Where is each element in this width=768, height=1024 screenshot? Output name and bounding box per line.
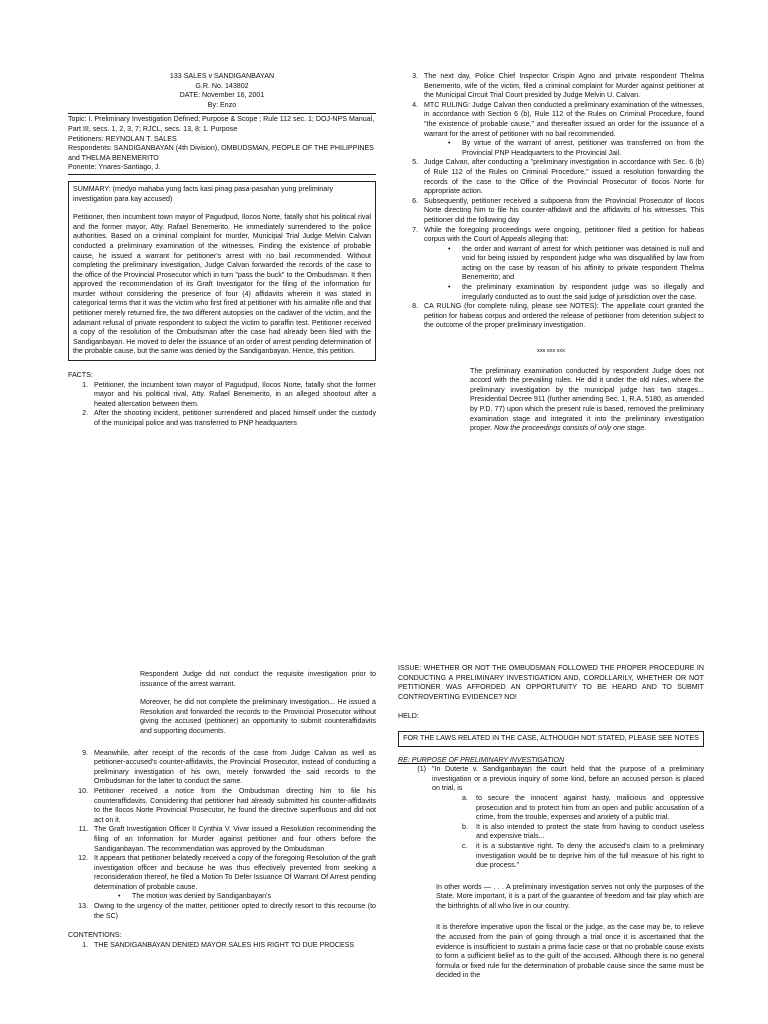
- page-gap: [0, 610, 768, 650]
- case-meta: [68, 114, 376, 174]
- digest-author: By: Enzo: [207, 100, 237, 109]
- respondents-line: Respondents: SANDIGANBAYAN (4th Division), OMBUDSMAN, PEOPLE OF THE PHILIPPINES and THELMA BENEMERITO: [68, 144, 374, 162]
- facts-list: [68, 381, 376, 429]
- fact-7-bullet-2: • the preliminary examination by respondent judge was so illegally and irregularly conducted as to oust the said judge of jurisdiction over the case.: [448, 283, 704, 301]
- gr-number: G.R. No. 143802: [195, 81, 249, 90]
- fact-item-4: 4. MTC RULING: Judge Calvan then conducted a preliminary examination of the witnesses, in accordance with Section 6 (b), Rule 112 of the Rules on Criminal Procedure, found "the existence of probable cause," and thereafter issued an order for the issuance of a warrant for the arrest of petitioner with no bail recommended.: [412, 100, 704, 138]
- left-column-page-1: [68, 72, 376, 429]
- fact-item-13: 13. Owing to the urgency of the matter, petitioner opted to directly resort to this recourse (to the SC): [78, 902, 376, 920]
- summary-body: Petitioner, then incumbent town mayor of Pagudpud, Ilocos Norte, fatally shot his political rival and the former mayor, Atty. Rafael Benemerito. He immediately surrendered to the police authorities. Based on a criminal complaint for murder, Municipal Trial Judge Melvin Calvan conducted a preliminary examination of the witnesses. Finding the existence of probable cause, he issued a warrant for petitioner's arrest with no bail recommended. Without completing the preliminary investigation, Judge Calvan forwarded the records of the case to the office of the Provincial Prosecutor which in turn "pass the buck" to the Ombudsman. It then approved the recommendation of its Graft Investigator for the filing of the information for murder without considering the presence of four (4) affidavits wherein it was stated in categorical terms that it was the victim who first fired at petitioner with his armalite rifle and that petitioner merely returned fire, the two different autopsies on the cadaver of the victim, and the adamant refusal of private respondent to subject the victim to paraffin test. Petitioner received a copy of the resolution of the Ombudsman after the case had already been filed with the Sandiganbayan. He moved to defer the issuance of an order of arrest pending determination of the probable cause, but the same was denied by the Sandiganbayan. Hence, this petition.: [73, 213, 371, 356]
- petitioners-line: Petitioners: REYNOLAN T. SALES: [68, 134, 177, 143]
- document-page-2: [0, 650, 768, 1024]
- fact-item-9: 9. Meanwhile, after receipt of the records of the case from Judge Calvan as well as petitioner-accused's counter-affidavits, the Provincial Prosecutor, instead of conducting a preliminary investigation of his own, merely forwarded the said records to the Ombudsman for the latter to conduct the same.: [82, 748, 376, 786]
- ca-quote: The preliminary examination conducted by respondent Judge does not accord with the prevailing rules. He did it under the old rules, where the preliminary investigation by the municipal judge has two stages... Presidential Decree 911 (further amending Sec. 1, R.A. 5180, as amended by P.D. 77) upon which the present rule is based, removed the preliminary examination stage and integrated it into the preliminary investigation proper. Now the proceedings consists of only one stage.: [470, 366, 704, 433]
- fact-item-12: 12. It appears that petitioner belatedly received a copy of the foregoing Resolution of the graft investigation officer and because he was thus effectively prevented from seeking a reconsideration thereof, he filed a Motion To Defer Issuance Of Warrant Of Arrest pending determination of probable cause.: [78, 854, 376, 891]
- fact-item-6: 6. Subsequently, petitioner received a subpoena from the Provincial Prosecutor of Ilocos Norte directing him to file his counter-affidavit and the affidavits of his witnesses. This petitioner did the following day: [412, 196, 704, 224]
- facts-heading: FACTS:: [68, 371, 93, 380]
- fact-item-10: 10. Petitioner received a notice from the Ombudsman directing him to file his counteraffidavits. Considering that petitioner had already submitted his counter-affidavits to the Ilocos Norte Provincial Prosecutor, he found the directive superfluous and did not act on it.: [78, 786, 376, 824]
- fact-item-5: 5. Judge Calvan, after conducting a "preliminary investigation in accordance with Sec. 6 (b) of Rule 112 of the Rules on Criminal Procedure," issued a resolution forwarding the records of the case to the Office of the Provincial Prosecutor of Ilocos Norte for appropriate action.: [412, 158, 704, 196]
- fact-item-7: 7. While the foregoing proceedings were ongoing, petitioner filed a petition for habeas corpus with the Court of Appeals alleging that:: [412, 225, 704, 244]
- case-date: DATE: November 16, 2001: [179, 91, 265, 100]
- respondent-judge-quote-1: Respondent Judge did not conduct the requisite investigation prior to issuance of the arrest warrant.: [140, 670, 376, 688]
- imperative-paragraph: It is therefore imperative upon the fiscal or the judge, as the case may be, to relieve the accused from the pain of going through a trial once it is ascertained that the evidence is insufficient to sustain a prima facie case or that no probable cause exists to form a sufficient belief as to the guilt of the accused. Although there is no general formula or fixed rule for the determination of probable cause since the same must be decided in the: [436, 923, 704, 980]
- summary-box: [68, 181, 376, 361]
- right-column-page-1: [398, 72, 704, 434]
- bullet-icon: •: [448, 244, 451, 253]
- fact-item-8: 8. CA RULNG (for complete ruling, please see NOTES): The appellate court granted the petition for habeas corpus and ordered the release of petitioner from detention subject to the outcome of the proper preliminary investigation.: [412, 302, 704, 330]
- fact-item-11: 11. The Graft Investigation Officer II Cynthia V. Vivar issued a Resolution recommending the filing of an Information for Murder against petitioner and four others before the Sandiganbayan. The recommendation was approved by the Ombudsman: [78, 825, 376, 853]
- bullet-icon: •: [118, 892, 121, 901]
- case-header: [68, 72, 376, 110]
- bullet-icon: •: [448, 139, 451, 148]
- notes-box: FOR THE LAWS RELATED IN THE CASE, ALTHOUGH NOT STATED, PLEASE SEE NOTES: [398, 731, 704, 747]
- purpose-sub-b: b. It is also intended to protect the state from having to conduct useless and expensive trials...: [462, 822, 704, 841]
- fact-item-1: 1. Petitioner, the incumbent town mayor of Pagudpud, Ilocos Norte, fatally shot the former mayor and his political rival, Atty. Rafael Benemerito, in an alleged shootout after a heated altercation between them.: [82, 380, 376, 408]
- contention-item-1: 1. THE SANDIGANBAYAN DENIED MAYOR SALES HIS RIGHT TO DUE PROCESS: [82, 940, 355, 949]
- respondent-judge-quote-2: Moreover, he did not complete the preliminary investigation... He issued a Resolution and forwarded the records to the Provincial Prosecutor without giving the accused (petitioner) an opportunity to submit counteraffidavits and supporting documents.: [140, 698, 376, 735]
- summary-heading: SUMMARY: (medyo mahaba yung facts kasi pinag pasa-pasahan yung preliminary investigation para kay accused): [73, 184, 334, 203]
- fact-item-2: 2. After the shooting incident, petitioner surrendered and placed himself under the custody of the municipal police and was transferred to PNP headquarters: [82, 409, 376, 427]
- purpose-sub-a: a. to secure the innocent against hasty, malicious and oppressive prosecution and to protect him from an open and public accusation of a crime, from the trouble, expenses and anxiety of a public trial.: [462, 793, 704, 822]
- bullet-icon: •: [448, 283, 451, 292]
- section-separator: xxx xxx xxx: [537, 348, 565, 355]
- topic-line: Topic: I. Preliminary Investigation Defined; Purpose & Scope ; Rule 112 sec. 1; DOJ-NPS Manual, Part III, secs. 1, 2, 3, 7; RJCL, secs. 13, 8; 1. Purpose: [68, 115, 375, 133]
- right-column-page-2: [398, 664, 704, 981]
- purpose-item-1: (1) "In Duterte v. Sandiganbayan the court held that the purpose of a preliminary investigation or a previous inquiry of some kind, before an accused person is placed on trial, is: [417, 765, 704, 793]
- left-column-page-2: [68, 670, 376, 950]
- held-heading: HELD:: [398, 712, 419, 721]
- contentions-heading: CONTENTIONS:: [68, 931, 122, 940]
- fact-7-bullet-1: • the order and warrant of arrest for which petitioner was detained is null and void for being issued by respondent judge who was disqualified by law from acting on the case by reason of his affinity to private respondent Thelma Benemerito; and: [448, 244, 704, 282]
- fact-item-3: 3. The next day, Police Chief Inspector Crispin Agno and private respondent Thelma Benemerito, wife of the victim, filed a criminal complaint for Murder against petitioner at the Municipal Circuit Trial Court presided by Judge Melvin U. Calvan.: [412, 72, 704, 100]
- meta-divider: [68, 174, 376, 175]
- ponente-line: Ponente: Ynares-Santiago, J.: [68, 163, 161, 172]
- fact-4-bullet: • By virtue of the warrant of arrest, petitioner was transferred on from the Provincial PNP Headquarters to the Provincial Jail.: [448, 139, 704, 157]
- purpose-sub-c: c. it is a substantive right. To deny the accused's claim to a preliminary investigation would be to deprive him of the full measure of his right to due process.": [462, 841, 704, 870]
- purpose-heading: RE: PURPOSE OF PRELIMINARY INVESTIGATION: [398, 755, 565, 764]
- fact-12-bullet: • The motion was denied by Sandiganbayan's: [118, 892, 271, 901]
- other-words-paragraph: In other words — . . . A preliminary investigation serves not only the purposes of the State. More important, it is a part of the guarantee of freedom and fair play which are the birthrights of all who live in our country.: [436, 882, 704, 910]
- issue-statement: ISSUE: WHETHER OR NOT THE OMBUDSMAN FOLLOWED THE PROPER PROCEDURE IN CONDUCTING A PRELIMINARY INVESTIGATION AND, COROLLARILY, WHETHER OR NOT PETITIONER WAS AFFORDED AN OPPORTUNITY TO BE HEARD AND TO SUBMIT CONTROVERTING EVIDENCE? NO!: [398, 664, 704, 701]
- case-title: 133 SALES v SANDIGANBAYAN: [169, 72, 275, 80]
